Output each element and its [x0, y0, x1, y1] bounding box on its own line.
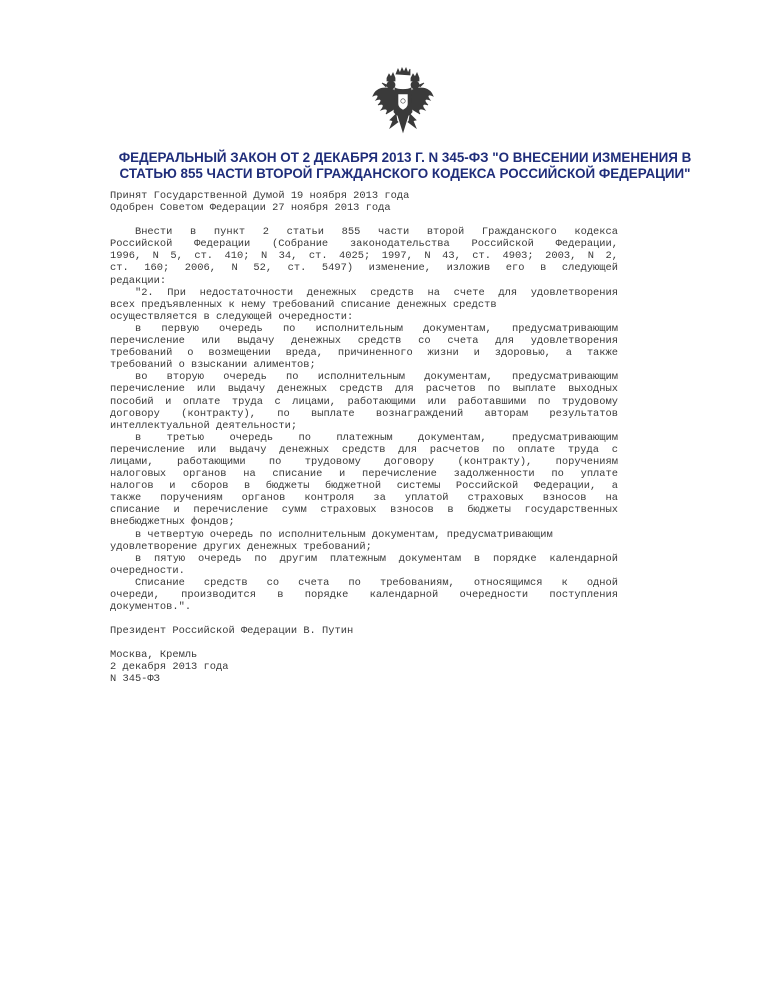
document-body — [110, 190, 618, 686]
law-title-line-2: СТАТЬЮ 855 ЧАСТИ ВТОРОЙ ГРАЖДАНСКОГО КОДЕКСА РОССИЙСКОЙ ФЕДЕРАЦИИ" — [119, 166, 691, 181]
law-text-line: очереди, производится в порядке календарной очередности поступления — [110, 589, 618, 601]
law-text-line: налоговых органов на списание и перечисление задолженности по уплате — [110, 468, 618, 481]
law-text-line: списание и перечисление сумм страховых взносов в бюджеты государственных — [110, 504, 618, 517]
law-text-line: очередности. — [110, 564, 185, 577]
law-text-line: Российской Федерации (Собрание законодательства Российской Федерации, — [110, 238, 618, 251]
spacer — [110, 214, 618, 226]
law-text-line: лицами, работающими по трудовому договору (контракту), поручениям — [110, 455, 618, 468]
law-text-line: всех предъявленных к нему требований списание денежных средств — [110, 298, 510, 311]
law-text-line: редакции: — [110, 274, 167, 287]
law-text-line: документов.". — [110, 601, 192, 614]
law-text-line: в третью очередь по платежным документам, предусматривающим — [134, 431, 618, 444]
spacer — [110, 613, 618, 625]
approved-by-council: Одобрен Советом Федерации 27 ноября 2013 года — [110, 202, 391, 215]
law-text-line: также поручениям органов контроля за уплатой страховых взносов на — [110, 492, 618, 505]
law-number: N 345-ФЗ — [110, 673, 160, 686]
double-headed-eagle-emblem-icon — [372, 66, 434, 142]
signature-block — [110, 625, 618, 637]
law-text-line: 1996, N 5, ст. 410; N 34, ст. 4025; 1997, N 43, ст. 4903; 2003, N 2, — [110, 250, 618, 263]
law-title-line-1: ФЕДЕРАЛЬНЫЙ ЗАКОН ОТ 2 ДЕКАБРЯ 2013 Г. N 345-ФЗ "О ВНЕСЕНИИ ИЗМЕНЕНИЯ В — [118, 150, 692, 165]
law-text-line: перечисление или выдачу денежных средств для расчетов по выплате выходных — [110, 383, 618, 396]
signing-place: Москва, Кремль — [110, 649, 198, 662]
adopted-by-duma: Принят Государственной Думой 19 ноября 2013 года — [110, 190, 410, 202]
law-text-line: требований о взыскании алиментов; — [110, 359, 316, 372]
law-title — [100, 150, 710, 182]
law-text-line: "2. При недостаточности денежных средств на счете для удовлетворения — [134, 286, 618, 299]
law-text-line: в первую очередь по исполнительным документам, предусматривающим — [134, 322, 618, 335]
signing-date: 2 декабря 2013 года — [110, 661, 229, 674]
law-text-line: Списание средств со счета по требованиям, относящимся к одной — [134, 576, 618, 589]
law-text-line: перечисление или выдачу денежных средств со счета для удовлетворения — [110, 335, 618, 348]
law-text — [110, 226, 618, 613]
law-text-line: пособий и оплате труда с лицами, работающими или работавшими по трудовому — [110, 395, 618, 408]
law-text-line: ст. 160; 2006, N 52, ст. 5497) изменение, изложив его в следующей — [110, 262, 618, 275]
law-text-line: осуществляется в следующей очередности: — [110, 310, 354, 323]
signature-name: В. Путин — [303, 625, 354, 638]
signature-position: Президент Российской Федерации — [110, 625, 298, 638]
law-text-line: Внести в пункт 2 статьи 855 части второй Гражданского кодекса — [134, 226, 618, 239]
law-text-line: удовлетворение других денежных требований; — [110, 540, 372, 553]
law-text-line: налогов и сборов в бюджеты бюджетной системы Российской Федерации, а — [110, 480, 618, 493]
law-text-line: требований о возмещении вреда, причиненного жизни и здоровью, а также — [110, 347, 618, 360]
law-text-line: в пятую очередь по другим платежным документам в порядке календарной — [134, 552, 618, 565]
law-text-line: договору (контракту), по выплате вознаграждений авторам результатов — [110, 407, 618, 420]
law-text-line: интеллектуальной деятельности; — [110, 419, 298, 432]
law-text-line: внебюджетных фондов; — [110, 516, 235, 529]
spacer — [110, 637, 618, 649]
law-text-line: перечисление или выдачу денежных средств для расчетов по оплате труда с — [110, 443, 618, 456]
law-text-line: в четвертую очередь по исполнительным документам, предусматривающим — [110, 528, 553, 541]
law-text-line: во вторую очередь по исполнительным документам, предусматривающим — [134, 371, 618, 384]
